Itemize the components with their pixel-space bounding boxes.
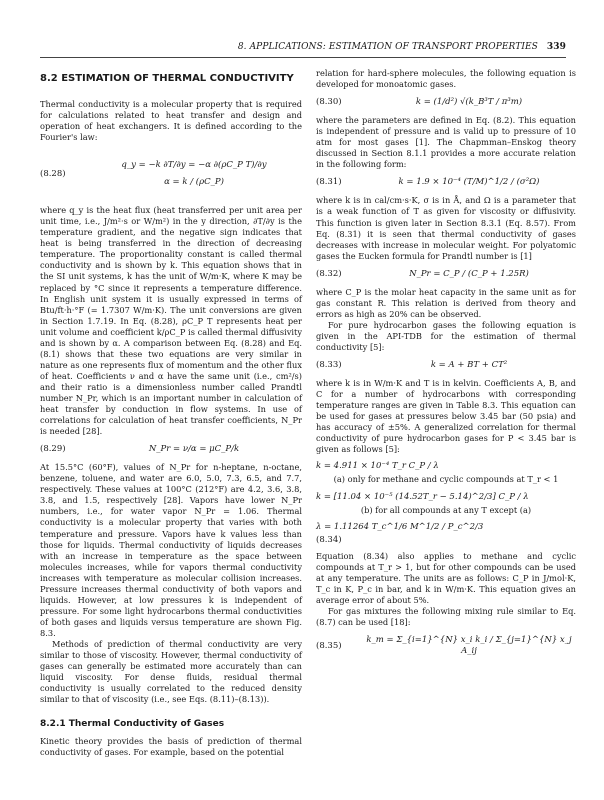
right-column	[316, 68, 576, 664]
paragraph: relation for hard-sphere molecules, the following equation is developed for monoatomic gases.	[316, 68, 576, 90]
paragraph: For pure hydrocarbon gases the following equation is given in the API-TDB for the estimation of thermal conductivity [5]:	[316, 319, 576, 352]
paragraph: where k is in W/m·K and T is in kelvin. Coefficients A, B, and C for a number of hydrocarbons with corresponding temperature ranges are given in Table 8.3. This equation can be used for gases at pressures below 3.45 bar (50 psia) and has accuracy of ±5%. A generalized correlation for thermal conductivity of pure hydrocarbon gases for P < 3.45 bar is given as follows [5]:	[316, 378, 576, 455]
equation-number: (8.30)	[316, 97, 342, 108]
equation-8-34a: k = 4.911 × 10⁻⁴ T_r C_P / λ	[316, 461, 439, 472]
paragraph: where q_y is the heat flux (heat transferred per unit area per unit time, i.e., J/m²·s or W/m²) in the y direction, ∂T/∂y is the temperature gradient, and the negative sign indicates that heat is being transferred in the direction of decreasing temperature. The proportionality constant is called thermal conductivity and is shown by k. This equation shows that in the SI unit systems, k has the unit of W/m·K, where K may be replaced by °C since it represents a temperature difference. In English unit system it is usually expressed in terms of Btu/ft·h·°F (= 1.7307 W/m·K). The unit conversions are given in Section 1.7.19. In Eq. (8.28), ρC_P T represents heat per unit volume and coefficient k/ρC_P is called thermal diffusivity and is shown by α. A comparison between Eq. (8.28) and Eq. (8.1) shows that these two equations are very similar in nature as one represents flux of momentum and the other flux of heat. Coefficients ν and α have the same unit (i.e., cm²/s) and their ratio is a dimensionless number called Prandtl number N_Pr, which is an important number in calculation of heat transfer by conduction in flow systems. In use of correlations for calculation of heat transfer coefficients, N_Pr is needed [28].	[40, 205, 302, 437]
equation-case-b: (b) for all compounds at any T except (a)	[360, 504, 532, 515]
equation-case-a: (a) only for methane and cyclic compounds at T_r < 1	[333, 474, 559, 485]
equation-8-34c: λ = 1.11264 T_c^1/6 M^1/2 / P_c^2/3	[316, 521, 484, 532]
equation-number: (8.34)	[316, 534, 342, 545]
paragraph: where the parameters are defined in Eq. (8.2). This equation is independent of pressure and is valid up to pressure of 10 atm for most gases [1]. The Chapmman–Enskog theory discussed in Section 8.1.1 provides a more accurate relation in the following form:	[316, 115, 576, 170]
equation-number: (8.28)	[40, 168, 66, 179]
equation-body: N_Pr = ν/α = μC_P/k	[148, 444, 240, 455]
paragraph: For gas mixtures the following mixing rule similar to Eq. (8.7) can be used [18]:	[316, 605, 576, 627]
running-title: 8. APPLICATIONS: ESTIMATION OF TRANSPORT PROPERTIES	[237, 42, 538, 52]
paragraph: At 15.5°C (60°F), values of N_Pr for n-heptane, n-octane, benzene, toluene, and water are 6.0, 5.0, 7.3, 6.5, and 7.7, respectively. These values at 100°C (212°F) are 4.2, 3.6, 3.8, 3.8, and 1.5, respectively [28]. Vapors have lower N_Pr numbers, i.e., for water vapor N_Pr = 1.06. Thermal conductivity is a molecular property that varies with both temperature and pressure. Vapors have k values less than those for liquids. Thermal conductivity of liquids decreases with an increase in temperature as the space between molecules increases, while for vapors thermal conductivity increases with temperature as molecular collision increases. Pressure increases thermal conductivity of both vapors and liquids. However, at low pressures k is independent of pressure. For some light hydrocarbons thermal conductivities of both gases and liquids versus temperature are shown Fig. 8.3.	[40, 462, 302, 638]
equation-body: k = A + BT + CT²	[430, 360, 508, 371]
equation-line: α = k / (ρC_P)	[164, 177, 224, 188]
equation-body: k_m = Σ_{i=1}^{N} x_i k_i / Σ_{j=1}^{N} x_j A_ij	[366, 635, 572, 657]
subsection-title: 8.2.1 Thermal Conductivity of Gases	[40, 719, 225, 730]
paragraph: Thermal conductivity is a molecular property that is required for calculations related to heat transfer and design and operation of heat exchangers. It is defined according to the Fourier's law:	[40, 99, 302, 143]
equation-8-30	[316, 97, 576, 108]
equation-8-35	[316, 635, 576, 657]
equation-body: k = (1/d²) √(k_B³T / π³m)	[415, 97, 523, 108]
paragraph: Kinetic theory provides the basis of prediction of thermal conductivity of gases. For example, based on the potential	[40, 736, 302, 758]
left-column	[40, 68, 302, 758]
equation-number: (8.31)	[316, 177, 342, 188]
equation-number: (8.32)	[316, 268, 342, 279]
section-title: 8.2 ESTIMATION OF THERMAL CONDUCTIVITY	[40, 73, 294, 84]
equation-8-28	[40, 150, 302, 198]
paragraph: where C_P is the molar heat capacity in the same unit as for gas constant R. This relation is derived from theory and errors as high as 20% can be observed.	[316, 286, 576, 319]
page-number: 339	[546, 42, 566, 52]
equation-8-32	[316, 269, 576, 280]
equation-number: (8.35)	[316, 640, 342, 651]
equation-body: N_Pr = C_P / (C_P + 1.25R)	[409, 268, 529, 279]
paragraph: Methods of prediction of thermal conductivity are very similar to those of viscosity. However, thermal conductivity of gases can generally be estimated more accurately than can liquid viscosity. For dense fluids, residual thermal conductivity is usually correlated to the reduced density similar to that of viscosity (i.e., see Eqs. (8.11)–(8.13)).	[40, 638, 302, 705]
equation-line: q_y = −k ∂T/∂y = −α ∂(ρC_P T)/∂y	[121, 160, 267, 171]
equation-body: k = 1.9 × 10⁻⁴ (T/M)^1/2 / (σ²Ω)	[398, 177, 540, 188]
equation-8-34b: k = [11.04 × 10⁻⁵ (14.52T_r − 5.14)^2/3] C_P / λ	[316, 491, 529, 502]
equation-number: (8.29)	[40, 444, 66, 455]
header-rule	[40, 57, 566, 58]
paragraph: Equation (8.34) also applies to methane and cyclic compounds at T_r > 1, but for other compounds can be used at any temperature. The units are as follows: C_P in J/mol·K, T_c in K, P_c in bar, and k in W/m·K. This equation gives an average error of about 5%.	[316, 550, 576, 605]
equation-8-29	[40, 444, 302, 455]
equation-8-31	[316, 177, 576, 188]
paragraph: where k is in cal/cm·s·K, σ is in Å, and Ω is a parameter that is a weak function of T as given for viscosity or diffusivity. This function is given later in Section 8.3.1 (Eq. 8.57). From Eq. (8.31) it is seen that thermal conductivity of gases decreases with increase in molecular weight. For polyatomic gases the Eucken formula for Prandtl number is [1]	[316, 195, 576, 261]
running-head	[40, 42, 566, 52]
equation-number: (8.33)	[316, 360, 342, 371]
equation-8-33	[316, 360, 576, 371]
